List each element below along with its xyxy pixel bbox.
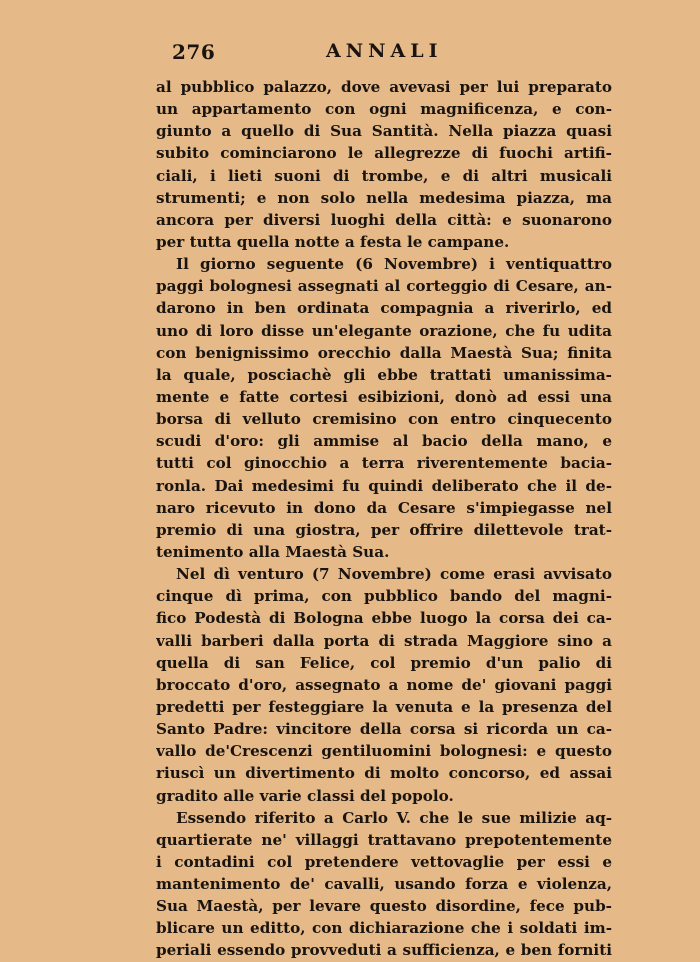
text-line: uno di loro disse un'elegante orazione, che fu udita xyxy=(156,321,612,340)
text-line: predetti per festeggiare la venuta e la presenza del xyxy=(156,697,612,716)
body-text xyxy=(156,76,612,962)
text-line: quartierate ne' villaggi trattavano prepotentemente xyxy=(156,830,612,849)
text-line: ciali, i lieti suoni di trombe, e di altri musicali xyxy=(156,166,612,185)
text-line: paggi bolognesi assegnati al corteggio di Cesare, an- xyxy=(156,277,612,296)
text-line: fico Podestà di Bologna ebbe luogo la corsa dei ca- xyxy=(156,609,612,628)
running-head: ANNALI xyxy=(326,40,443,62)
text-line: blicare un editto, con dichiarazione che i soldati im- xyxy=(156,919,612,938)
text-line: giunto a quello di Sua Santità. Nella piazza quasi xyxy=(156,122,612,141)
text-line: un appartamento con ogni magnificenza, e con- xyxy=(156,100,612,119)
text-line: la quale, posciachè gli ebbe trattati umanissima- xyxy=(156,365,612,384)
text-line: subito cominciarono le allegrezze di fuochi artifi- xyxy=(156,144,612,163)
text-line: vallo de'Crescenzi gentiluomini bolognesi: e questo xyxy=(156,742,612,761)
text-line: con benignissimo orecchio dalla Maestà Sua; finita xyxy=(156,343,612,362)
text-line: Il giorno seguente (6 Novembre) i ventiquattro xyxy=(176,255,612,274)
text-line: riuscì un divertimento di molto concorso, ed assai xyxy=(156,764,612,783)
text-line: al pubblico palazzo, dove avevasi per lui preparato xyxy=(156,78,612,96)
text-line: Essendo riferito a Carlo V. che le sue milizie aq- xyxy=(176,808,612,827)
text-line: broccato d'oro, assegnato a nome de' giovani paggi xyxy=(156,675,612,694)
text-line: gradito alle varie classi del popolo. xyxy=(156,786,454,805)
text-line: Santo Padre: vincitore della corsa si ricorda un ca- xyxy=(156,720,612,739)
text-line: tenimento alla Maestà Sua. xyxy=(156,542,390,561)
text-line: ronla. Dai medesimi fu quindi deliberato che il de- xyxy=(156,476,612,495)
text-line: ancora per diversi luoghi della città: e suonarono xyxy=(156,210,612,229)
text-line: darono in ben ordinata compagnia a riverirlo, ed xyxy=(156,299,612,318)
text-line: strumenti; e non solo nella medesima piazza, ma xyxy=(156,188,612,207)
text-line: mantenimento de' cavalli, usando forza e violenza, xyxy=(156,875,612,894)
page-number: 276 xyxy=(172,40,216,64)
text-line: tutti col ginocchio a terra riverentemente bacia- xyxy=(156,454,612,473)
text-line: borsa di velluto cremisino con entro cinquecento xyxy=(156,410,612,429)
text-line: scudi d'oro: gli ammise al bacio della mano, e xyxy=(156,432,612,451)
text-line: quella di san Felice, col premio d'un palio di xyxy=(156,653,612,672)
text-line: periali essendo provveduti a sufficienza, e ben forniti xyxy=(156,941,612,960)
text-line: premio di una giostra, per offrire dilettevole trat- xyxy=(156,520,612,539)
text-line: valli barberi dalla porta di strada Maggiore sino a xyxy=(156,631,612,650)
text-line: Nel dì venturo (7 Novembre) come erasi avvisato xyxy=(176,565,612,584)
text-line: per tutta quella notte a festa le campane. xyxy=(156,232,510,251)
text-line: Sua Maestà, per levare questo disordine, fece pub- xyxy=(156,897,612,916)
text-line: cinque dì prima, con pubblico bando del magni- xyxy=(156,587,612,606)
text-line: naro ricevuto in dono da Cesare s'impiegasse nel xyxy=(156,498,612,517)
text-line: i contadini col pretendere vettovaglie per essi e xyxy=(156,852,612,871)
page-header xyxy=(172,40,612,68)
text-line: mente e fatte cortesi esibizioni, donò ad essi una xyxy=(156,387,612,406)
